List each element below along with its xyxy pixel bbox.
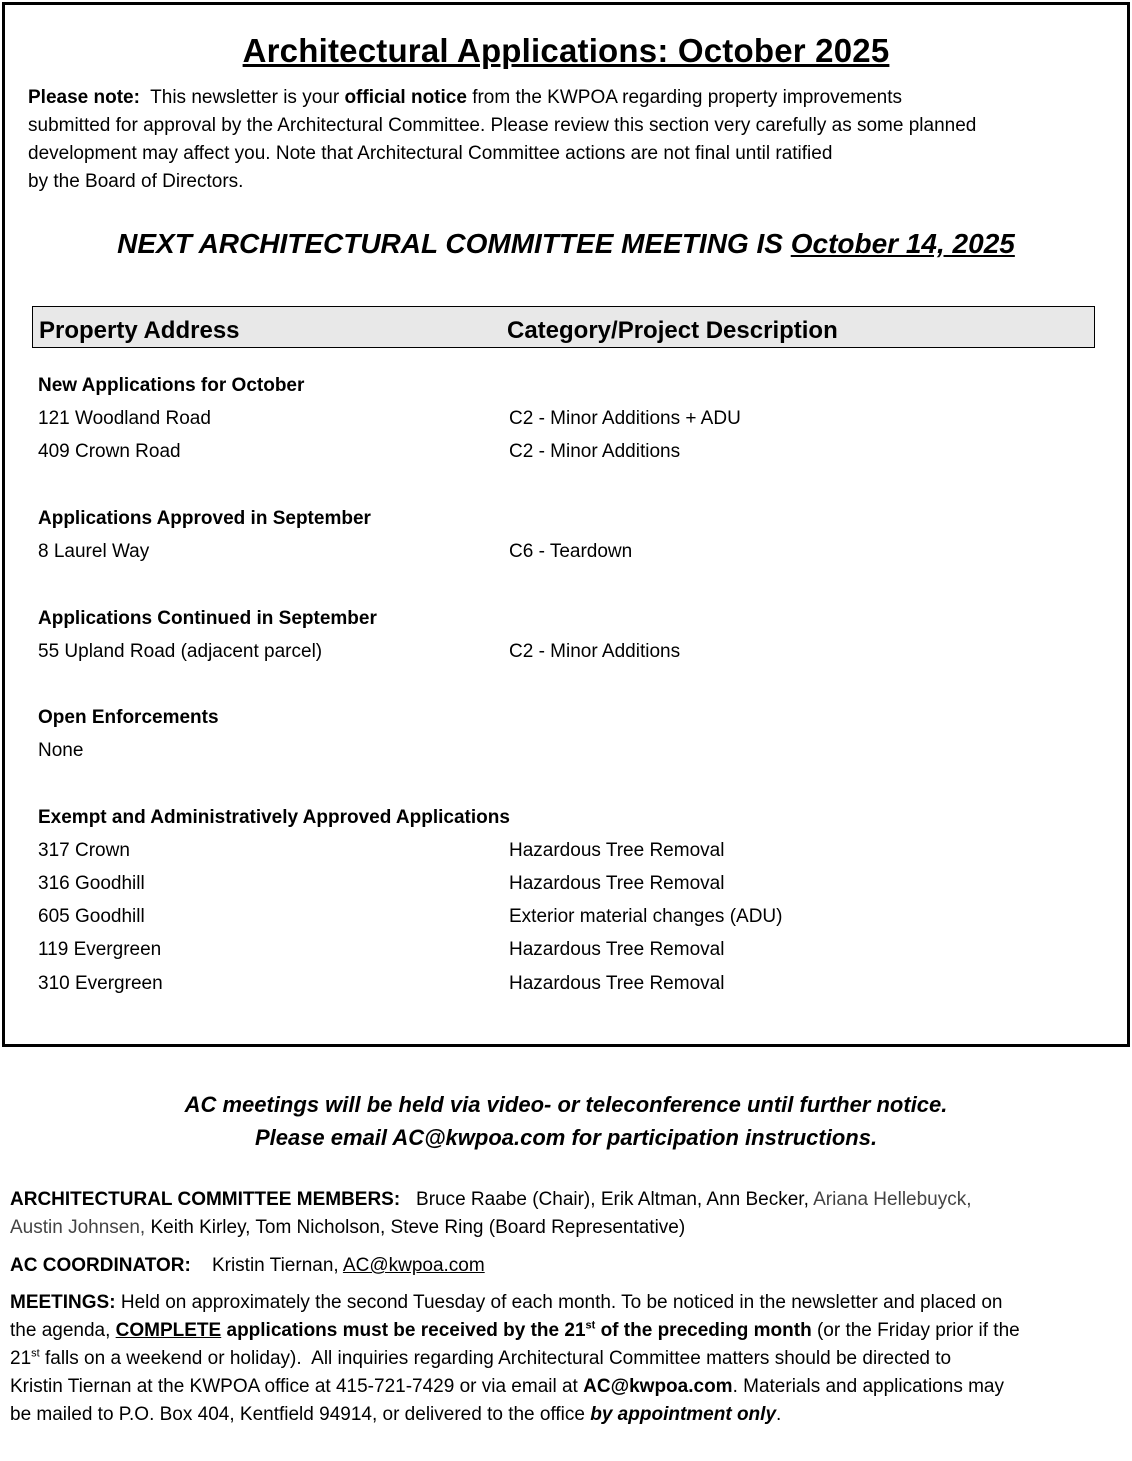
table-row (38, 973, 1098, 999)
meetings-text: the agenda, (10, 1320, 116, 1341)
coordinator-label: AC COORDINATOR: (10, 1255, 191, 1276)
table-row (38, 541, 1098, 567)
column-header-address: Property Address (39, 317, 240, 344)
table-row (38, 441, 1098, 467)
note-line-2: submitted for approval by the Architectural Committee. Please review this section very carefully as some planned (28, 115, 977, 136)
row-address: 119 Evergreen (38, 939, 162, 960)
table-row (38, 939, 1098, 965)
coordinator-name: Kristin Tiernan, (190, 1255, 343, 1276)
office-email[interactable]: AC@kwpoa.com (583, 1376, 733, 1397)
meetings-label: MEETINGS: (10, 1292, 116, 1313)
next-meeting-banner (0, 228, 1132, 260)
official-notice: official notice (344, 87, 467, 108)
section-heading-new-applications: New Applications for October (38, 375, 305, 396)
table-header (32, 306, 1095, 348)
page-title: Architectural Applications: October 2025 (242, 32, 890, 69)
note-text: from the KWPOA regarding property improvements (466, 87, 902, 108)
meetings-text: be mailed to P.O. Box 404, Kentfield 94914, or delivered to the office (10, 1404, 591, 1425)
members-text: Ariana Hellebuyck, (813, 1189, 972, 1210)
row-address: 317 Crown (38, 840, 130, 861)
row-description: Hazardous Tree Removal (509, 939, 725, 960)
note-line-4: by the Board of Directors. (28, 171, 244, 192)
row-description: C2 - Minor Additions + ADU (509, 408, 741, 429)
table-row (38, 740, 1098, 766)
row-address: None (38, 740, 84, 761)
deadline-text: of the preceding month (595, 1320, 812, 1341)
members-label: ARCHITECTURAL COMMITTEE MEMBERS: (10, 1189, 401, 1210)
teleconference-line-1: AC meetings will be held via video- or teleconference until further notice. (184, 1092, 948, 1117)
table-row (38, 641, 1098, 667)
meetings-text: 21 (10, 1348, 32, 1369)
teleconference-notice (0, 1088, 1132, 1154)
row-address: 8 Laurel Way (38, 541, 150, 562)
note-line-3: development may affect you. Note that Architectural Committee actions are not final until ratified (28, 143, 833, 164)
section-heading-continued: Applications Continued in September (38, 608, 377, 629)
note-text: This newsletter is your (139, 87, 345, 108)
table-row (38, 840, 1098, 866)
row-description: C6 - Teardown (509, 541, 633, 562)
table-row (38, 906, 1098, 932)
row-description: Hazardous Tree Removal (509, 973, 725, 994)
row-address: 121 Woodland Road (38, 408, 211, 429)
complete-emphasis: COMPLETE (115, 1320, 222, 1341)
table-row (38, 873, 1098, 899)
section-heading-exempt: Exempt and Administratively Approved Applications (38, 807, 510, 828)
superscript: st (31, 1347, 40, 1360)
meeting-prefix: NEXT ARCHITECTURAL COMMITTEE MEETING IS (117, 228, 791, 259)
coordinator-email-link[interactable]: AC@kwpoa.com (342, 1255, 485, 1276)
section-heading-approved: Applications Approved in September (38, 508, 371, 529)
appointment-only: by appointment only (590, 1404, 777, 1425)
meetings-text: falls on a weekend or holiday). All inquiries regarding Architectural Committee matters should be directed to (39, 1348, 952, 1369)
row-description: C2 - Minor Additions (509, 441, 681, 462)
members-text: Bruce Raabe (Chair), Erik Altman, Ann Becker, (400, 1189, 814, 1210)
coordinator (10, 1252, 1120, 1280)
section-heading-open-enforcements: Open Enforcements (38, 707, 219, 728)
row-description: Hazardous Tree Removal (509, 840, 725, 861)
note-label: Please note: (28, 87, 140, 108)
members-text: Austin Johnsen, (10, 1217, 146, 1238)
notice-paragraph (28, 84, 1098, 196)
members-text: Keith Kirley, Tom Nicholson, Steve Ring (Board Representative) (145, 1217, 686, 1238)
table-row (38, 408, 1098, 434)
column-header-description: Category/Project Description (507, 317, 838, 344)
row-description: Exterior material changes (ADU) (509, 906, 783, 927)
teleconference-line-2: Please email AC@kwpoa.com for participation instructions. (254, 1125, 878, 1150)
meetings-paragraph (10, 1289, 1120, 1429)
row-address: 310 Evergreen (38, 973, 163, 994)
row-description: Hazardous Tree Removal (509, 873, 725, 894)
note-line-1 (28, 84, 1098, 112)
row-address: 409 Crown Road (38, 441, 181, 462)
row-address: 316 Goodhill (38, 873, 145, 894)
meeting-date: October 14, 2025 (790, 228, 1015, 259)
meetings-text: . (776, 1404, 782, 1425)
superscript: st (585, 1319, 596, 1332)
meetings-text: Kristin Tiernan at the KWPOA office at 415-721-7429 or via email at (10, 1376, 584, 1397)
deadline-text: applications must be received by the 21 (221, 1320, 586, 1341)
row-address: 55 Upland Road (adjacent parcel) (38, 641, 323, 662)
committee-members (10, 1186, 1120, 1242)
meetings-text: (or the Friday prior if the (811, 1320, 1020, 1341)
row-description: C2 - Minor Additions (509, 641, 681, 662)
meetings-text: Held on approximately the second Tuesday of each month. To be noticed in the newsletter and placed on (115, 1292, 1003, 1313)
meetings-text: . Materials and applications may (732, 1376, 1004, 1397)
row-address: 605 Goodhill (38, 906, 145, 927)
